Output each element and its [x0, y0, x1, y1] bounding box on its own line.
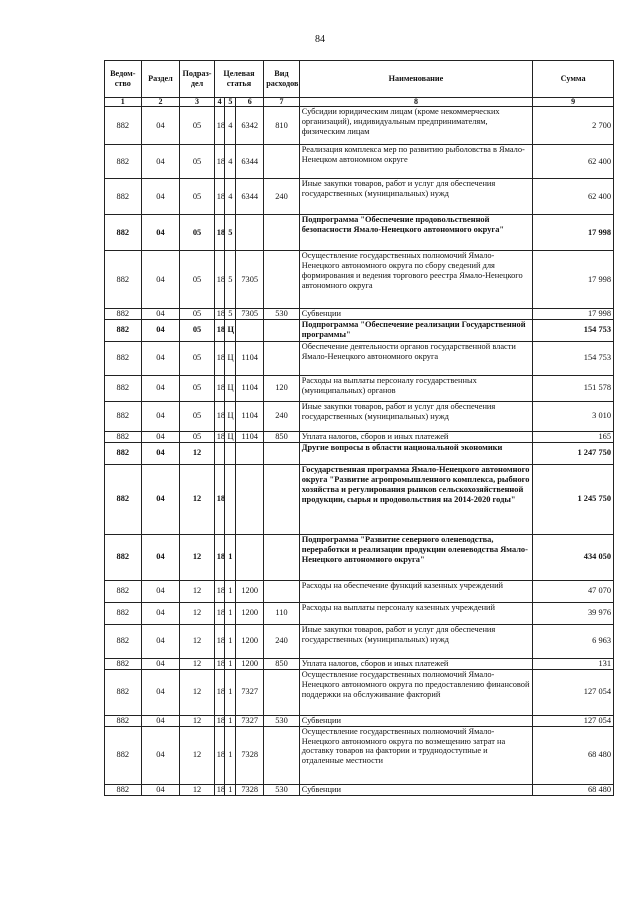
- cell-subprogram: Ц: [225, 431, 236, 442]
- cell-dept: 882: [105, 580, 142, 602]
- table-row: [105, 341, 614, 375]
- cell-direction: 7305: [236, 309, 264, 320]
- cell-sum: 1 247 750: [533, 442, 614, 464]
- table-row: [105, 401, 614, 431]
- cell-name: Субвенции: [299, 715, 533, 726]
- cell-program: 18: [214, 179, 225, 215]
- cell-section: 04: [141, 624, 180, 658]
- cell-dept: 882: [105, 464, 142, 534]
- cell-sum: 17 998: [533, 215, 614, 251]
- cell-name: Подпрограмма "Обеспечение реализации Государственной программы": [299, 319, 533, 341]
- cell-sum: 6 963: [533, 624, 614, 658]
- cell-subsection: 12: [180, 580, 214, 602]
- cell-direction: 6344: [236, 179, 264, 215]
- cell-direction: 1200: [236, 602, 264, 624]
- cell-dept: 882: [105, 534, 142, 580]
- cell-sum: 154 753: [533, 319, 614, 341]
- cell-section: 04: [141, 341, 180, 375]
- cell-dept: 882: [105, 319, 142, 341]
- cell-dept: 882: [105, 715, 142, 726]
- table-row: [105, 784, 614, 795]
- cell-expense-kind: [264, 464, 300, 534]
- cell-subsection: 05: [180, 431, 214, 442]
- col-number: 5: [225, 98, 236, 107]
- cell-program: 18: [214, 784, 225, 795]
- cell-expense-kind: 240: [264, 401, 300, 431]
- cell-name: Другие вопросы в области национальной экономики: [299, 442, 533, 464]
- cell-section: 04: [141, 145, 180, 179]
- cell-section: 04: [141, 309, 180, 320]
- cell-subprogram: 5: [225, 215, 236, 251]
- cell-subsection: 05: [180, 215, 214, 251]
- cell-program: 18: [214, 726, 225, 784]
- col-header-target-article: Целевая статья: [214, 61, 263, 98]
- cell-program: 18: [214, 431, 225, 442]
- cell-section: 04: [141, 580, 180, 602]
- col-number: 1: [105, 98, 142, 107]
- cell-direction: 1104: [236, 401, 264, 431]
- table-row: [105, 464, 614, 534]
- cell-subsection: 05: [180, 341, 214, 375]
- cell-dept: 882: [105, 726, 142, 784]
- cell-program: 18: [214, 309, 225, 320]
- cell-direction: 6344: [236, 145, 264, 179]
- cell-dept: 882: [105, 145, 142, 179]
- cell-expense-kind: [264, 580, 300, 602]
- table-row: [105, 715, 614, 726]
- cell-direction: 6342: [236, 107, 264, 145]
- cell-dept: 882: [105, 375, 142, 401]
- cell-subprogram: 5: [225, 309, 236, 320]
- page-number: 84: [315, 34, 325, 45]
- cell-name: Осуществление государственных полномочий Ямало-Ненецкого автономного округа по предоставлению финансовой поддержки на обслуживание факторий: [299, 669, 533, 715]
- cell-subsection: 05: [180, 319, 214, 341]
- cell-section: 04: [141, 442, 180, 464]
- col-header-dept: Ведом- ство: [105, 61, 142, 98]
- cell-expense-kind: 530: [264, 784, 300, 795]
- cell-name: Осуществление государственных полномочий Ямало-Ненецкого автономного округа по сбору сведений для формирования и ведения торгового реестра Ямало-Ненецкого автономного округа: [299, 251, 533, 309]
- cell-subprogram: 1: [225, 580, 236, 602]
- cell-program: 18: [214, 715, 225, 726]
- cell-subsection: 12: [180, 715, 214, 726]
- cell-section: 04: [141, 401, 180, 431]
- cell-sum: 1 245 750: [533, 464, 614, 534]
- cell-expense-kind: [264, 442, 300, 464]
- cell-sum: 17 998: [533, 309, 614, 320]
- cell-subsection: 12: [180, 442, 214, 464]
- col-number: 6: [236, 98, 264, 107]
- cell-direction: 1104: [236, 341, 264, 375]
- cell-subprogram: 1: [225, 624, 236, 658]
- cell-section: 04: [141, 251, 180, 309]
- cell-sum: 151 578: [533, 375, 614, 401]
- col-header-subsection: Подраз- дел: [180, 61, 214, 98]
- cell-direction: [236, 215, 264, 251]
- cell-expense-kind: [264, 319, 300, 341]
- cell-sum: 165: [533, 431, 614, 442]
- cell-program: 18: [214, 401, 225, 431]
- cell-name: Реализация комплекса мер по развитию рыболовства в Ямало-Ненецком автономном округе: [299, 145, 533, 179]
- cell-name: Осуществление государственных полномочий Ямало-Ненецкого автономного округа по возмещению затрат на доставку товаров на фактории и труднодоступные и отдаленные местности: [299, 726, 533, 784]
- cell-subsection: 12: [180, 784, 214, 795]
- cell-section: 04: [141, 669, 180, 715]
- cell-expense-kind: [264, 669, 300, 715]
- cell-direction: [236, 319, 264, 341]
- cell-section: 04: [141, 319, 180, 341]
- cell-direction: 1200: [236, 624, 264, 658]
- cell-expense-kind: 530: [264, 715, 300, 726]
- col-number: 4: [214, 98, 225, 107]
- cell-dept: 882: [105, 251, 142, 309]
- cell-program: 18: [214, 251, 225, 309]
- cell-subprogram: 1: [225, 534, 236, 580]
- cell-subprogram: 5: [225, 251, 236, 309]
- header-row: [105, 61, 614, 98]
- col-number: 8: [299, 98, 533, 107]
- cell-direction: 7327: [236, 669, 264, 715]
- cell-subprogram: 1: [225, 715, 236, 726]
- cell-subsection: 12: [180, 534, 214, 580]
- cell-section: 04: [141, 658, 180, 669]
- cell-name: Иные закупки товаров, работ и услуг для обеспечения государственных (муниципальных) нужд: [299, 179, 533, 215]
- cell-direction: [236, 464, 264, 534]
- cell-sum: 68 480: [533, 784, 614, 795]
- cell-sum: 62 400: [533, 145, 614, 179]
- cell-name: Государственная программа Ямало-Ненецкого автономного округа "Развитие агропромышленного комплекса, рыбного хозяйства и регулирования рынков сельскохозяйственной продукции, сырья и продовольствия на 2014-2020 годы": [299, 464, 533, 534]
- cell-dept: 882: [105, 624, 142, 658]
- col-number: 7: [264, 98, 300, 107]
- cell-dept: 882: [105, 602, 142, 624]
- cell-program: 18: [214, 107, 225, 145]
- column-number-row: [105, 98, 614, 107]
- table-row: [105, 669, 614, 715]
- cell-subprogram: 4: [225, 107, 236, 145]
- cell-expense-kind: 110: [264, 602, 300, 624]
- cell-program: 18: [214, 602, 225, 624]
- cell-name: Расходы на выплаты персоналу государственных (муниципальных) органов: [299, 375, 533, 401]
- col-header-expense-kind: Вид расходов: [264, 61, 300, 98]
- cell-subprogram: Ц: [225, 319, 236, 341]
- cell-expense-kind: 240: [264, 179, 300, 215]
- table-row: [105, 580, 614, 602]
- col-header-sum: Сумма: [533, 61, 614, 98]
- cell-dept: 882: [105, 784, 142, 795]
- cell-subsection: 12: [180, 602, 214, 624]
- cell-subprogram: 1: [225, 602, 236, 624]
- table-row: [105, 375, 614, 401]
- cell-subprogram: 1: [225, 669, 236, 715]
- cell-section: 04: [141, 107, 180, 145]
- cell-name: Обеспечение деятельности органов государственной власти Ямало-Ненецкого автономного округа: [299, 341, 533, 375]
- cell-program: 18: [214, 669, 225, 715]
- cell-subprogram: Ц: [225, 375, 236, 401]
- cell-subprogram: [225, 442, 236, 464]
- cell-name: Уплата налогов, сборов и иных платежей: [299, 658, 533, 669]
- col-header-name: Наименование: [299, 61, 533, 98]
- budget-table: [104, 60, 614, 796]
- cell-dept: 882: [105, 442, 142, 464]
- cell-program: 18: [214, 375, 225, 401]
- cell-subsection: 05: [180, 251, 214, 309]
- cell-expense-kind: 850: [264, 658, 300, 669]
- cell-sum: 68 480: [533, 726, 614, 784]
- cell-subsection: 12: [180, 464, 214, 534]
- cell-direction: 7305: [236, 251, 264, 309]
- cell-expense-kind: [264, 215, 300, 251]
- cell-direction: 7328: [236, 784, 264, 795]
- cell-direction: 1104: [236, 375, 264, 401]
- cell-subsection: 05: [180, 145, 214, 179]
- cell-program: 18: [214, 341, 225, 375]
- cell-program: 18: [214, 319, 225, 341]
- cell-name: Расходы на обеспечение функций казенных учреждений: [299, 580, 533, 602]
- table-row: [105, 215, 614, 251]
- cell-name: Подпрограмма "Обеспечение продовольственной безопасности Ямало-Ненецкого автономного округа": [299, 215, 533, 251]
- cell-sum: 39 976: [533, 602, 614, 624]
- cell-sum: 17 998: [533, 251, 614, 309]
- table-row: [105, 251, 614, 309]
- cell-sum: 434 050: [533, 534, 614, 580]
- cell-subprogram: Ц: [225, 401, 236, 431]
- cell-subsection: 05: [180, 375, 214, 401]
- cell-name: Подпрограмма "Развитие северного оленеводства, переработки и реализации продукции оленеводства Ямало-Ненецкого автономного округа": [299, 534, 533, 580]
- cell-subsection: 12: [180, 658, 214, 669]
- cell-subsection: 12: [180, 669, 214, 715]
- table-row: [105, 309, 614, 320]
- cell-program: [214, 442, 225, 464]
- cell-section: 04: [141, 375, 180, 401]
- cell-sum: 3 010: [533, 401, 614, 431]
- cell-name: Иные закупки товаров, работ и услуг для обеспечения государственных (муниципальных) нужд: [299, 401, 533, 431]
- table-row: [105, 726, 614, 784]
- cell-subsection: 05: [180, 179, 214, 215]
- cell-direction: 1200: [236, 658, 264, 669]
- cell-program: 18: [214, 624, 225, 658]
- cell-sum: 127 054: [533, 669, 614, 715]
- cell-expense-kind: [264, 726, 300, 784]
- cell-subprogram: 1: [225, 784, 236, 795]
- col-number: 9: [533, 98, 614, 107]
- cell-expense-kind: 240: [264, 624, 300, 658]
- cell-direction: [236, 442, 264, 464]
- table-row: [105, 431, 614, 442]
- cell-program: 18: [214, 215, 225, 251]
- cell-direction: 7327: [236, 715, 264, 726]
- cell-section: 04: [141, 715, 180, 726]
- cell-sum: 127 054: [533, 715, 614, 726]
- cell-dept: 882: [105, 179, 142, 215]
- table-row: [105, 602, 614, 624]
- cell-dept: 882: [105, 107, 142, 145]
- cell-program: 18: [214, 145, 225, 179]
- cell-expense-kind: [264, 251, 300, 309]
- cell-dept: 882: [105, 401, 142, 431]
- cell-program: 18: [214, 580, 225, 602]
- cell-subprogram: [225, 464, 236, 534]
- cell-subsection: 05: [180, 309, 214, 320]
- cell-sum: 47 070: [533, 580, 614, 602]
- cell-program: 18: [214, 534, 225, 580]
- cell-dept: 882: [105, 669, 142, 715]
- cell-name: Уплата налогов, сборов и иных платежей: [299, 431, 533, 442]
- cell-sum: 154 753: [533, 341, 614, 375]
- col-header-section: Раздел: [141, 61, 180, 98]
- table-row: [105, 534, 614, 580]
- cell-dept: 882: [105, 309, 142, 320]
- cell-section: 04: [141, 464, 180, 534]
- cell-section: 04: [141, 784, 180, 795]
- cell-dept: 882: [105, 431, 142, 442]
- cell-direction: 1104: [236, 431, 264, 442]
- table-row: [105, 658, 614, 669]
- cell-expense-kind: [264, 145, 300, 179]
- table-row: [105, 442, 614, 464]
- cell-direction: 7328: [236, 726, 264, 784]
- table-row: [105, 319, 614, 341]
- cell-expense-kind: [264, 341, 300, 375]
- cell-dept: 882: [105, 215, 142, 251]
- cell-expense-kind: 120: [264, 375, 300, 401]
- cell-subsection: 05: [180, 401, 214, 431]
- cell-sum: 2 700: [533, 107, 614, 145]
- cell-expense-kind: [264, 534, 300, 580]
- cell-dept: 882: [105, 658, 142, 669]
- cell-name: Иные закупки товаров, работ и услуг для обеспечения государственных (муниципальных) нужд: [299, 624, 533, 658]
- cell-subprogram: 1: [225, 726, 236, 784]
- cell-section: 04: [141, 179, 180, 215]
- cell-name: Расходы на выплаты персоналу казенных учреждений: [299, 602, 533, 624]
- cell-sum: 131: [533, 658, 614, 669]
- cell-subsection: 12: [180, 726, 214, 784]
- cell-name: Субвенции: [299, 309, 533, 320]
- cell-subprogram: Ц: [225, 341, 236, 375]
- cell-section: 04: [141, 215, 180, 251]
- cell-subprogram: 1: [225, 658, 236, 669]
- cell-section: 04: [141, 726, 180, 784]
- table-row: [105, 624, 614, 658]
- table-row: [105, 145, 614, 179]
- cell-name: Субсидии юридическим лицам (кроме некоммерческих организаций), индивидуальным предпринимателям, физическим лицам: [299, 107, 533, 145]
- col-number: 3: [180, 98, 214, 107]
- table-row: [105, 179, 614, 215]
- cell-section: 04: [141, 534, 180, 580]
- cell-section: 04: [141, 602, 180, 624]
- cell-program: 18: [214, 658, 225, 669]
- cell-expense-kind: 810: [264, 107, 300, 145]
- cell-name: Субвенции: [299, 784, 533, 795]
- cell-dept: 882: [105, 341, 142, 375]
- cell-expense-kind: 530: [264, 309, 300, 320]
- cell-subprogram: 4: [225, 145, 236, 179]
- cell-subsection: 12: [180, 624, 214, 658]
- cell-program: 18: [214, 464, 225, 534]
- cell-subsection: 05: [180, 107, 214, 145]
- col-number: 2: [141, 98, 180, 107]
- cell-direction: [236, 534, 264, 580]
- cell-expense-kind: 850: [264, 431, 300, 442]
- cell-section: 04: [141, 431, 180, 442]
- cell-direction: 1200: [236, 580, 264, 602]
- table-row: [105, 107, 614, 145]
- cell-subprogram: 4: [225, 179, 236, 215]
- cell-sum: 62 400: [533, 179, 614, 215]
